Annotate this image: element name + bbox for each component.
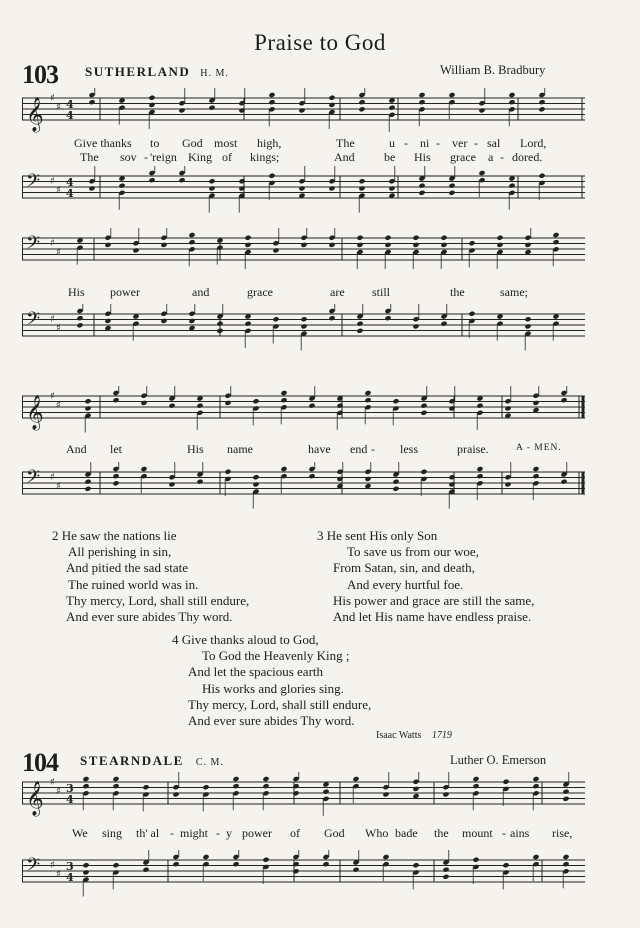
time-signature-icon xyxy=(66,98,74,122)
lyric-syllable: power xyxy=(242,826,272,840)
lyric-syllable: grace xyxy=(450,150,476,164)
lyric-line-2 xyxy=(22,150,587,166)
verse-line: The ruined world was in. xyxy=(68,576,199,592)
verse-line: 3 He sent His only Son xyxy=(317,528,438,543)
bass-staff-2 xyxy=(22,304,587,360)
lyric-syllable: His xyxy=(187,442,204,456)
lyric-syllable: - xyxy=(474,136,478,150)
time-signature-icon xyxy=(66,782,74,806)
sharp-icon xyxy=(50,93,61,113)
notes xyxy=(88,166,545,213)
bass-clef-icon: 𝄢 xyxy=(26,855,41,880)
bass-staff-3 xyxy=(22,462,587,518)
verse-4 xyxy=(172,632,371,729)
amen-label: A - MEN. xyxy=(516,443,562,453)
staff-lines xyxy=(22,860,585,882)
treble-clef-icon: 𝄞 xyxy=(26,395,44,430)
treble-staff-2 xyxy=(22,228,587,284)
lyric-syllable: same; xyxy=(500,285,528,299)
lyric-syllable: Who xyxy=(365,826,389,840)
notes xyxy=(82,850,569,897)
lyric-syllable: u xyxy=(389,136,395,150)
music-system-2 xyxy=(22,228,587,368)
sharp-icon xyxy=(50,391,61,411)
svg-text:♯: ♯ xyxy=(56,102,61,113)
lyric-syllable: grace xyxy=(247,285,273,299)
lyric-syllable: King xyxy=(188,150,212,164)
lyric-syllable: most xyxy=(214,136,238,150)
verse-line: His power and grace are still the same, xyxy=(333,592,535,608)
staff-lines xyxy=(22,472,585,494)
svg-text:3: 3 xyxy=(66,860,74,873)
lyric-syllable: The xyxy=(336,136,355,150)
treble-clef-icon: 𝄞 xyxy=(26,97,44,132)
svg-text:4: 4 xyxy=(66,871,74,884)
notes xyxy=(84,386,567,433)
lyric-syllable: high, xyxy=(257,136,282,150)
lyric-syllable: to xyxy=(150,136,160,150)
svg-text:♯: ♯ xyxy=(50,391,55,402)
author: Isaac Watts xyxy=(376,730,422,741)
svg-text:4: 4 xyxy=(66,98,74,111)
lyric-syllable: sing xyxy=(102,826,123,840)
lyric-syllable: His xyxy=(414,150,431,164)
year: 1719 xyxy=(431,730,452,741)
verse-3 xyxy=(317,528,534,625)
verse-line: And let the spacious earth xyxy=(188,664,324,680)
svg-text:♯: ♯ xyxy=(56,481,61,492)
lyric-syllable: - xyxy=(500,150,504,164)
svg-text:3: 3 xyxy=(66,782,74,795)
verse-line: Thy mercy, Lord, shall still endure, xyxy=(188,696,372,712)
lyric-syllable: Lord, xyxy=(520,136,547,150)
lyric-syllable: a xyxy=(488,150,494,164)
page-title: Praise to God xyxy=(254,30,386,55)
treble-staff-3 xyxy=(22,386,587,442)
lyric-syllable: God xyxy=(324,826,345,840)
staff-lines xyxy=(22,396,585,418)
svg-text:4: 4 xyxy=(66,176,74,189)
lyric-syllable: praise. xyxy=(457,442,489,456)
lyric-syllable: less xyxy=(400,442,418,456)
bass-staff-1 xyxy=(22,166,587,222)
tune-name-header xyxy=(85,64,229,80)
svg-text:4: 4 xyxy=(66,109,74,122)
svg-text:♯: ♯ xyxy=(56,185,61,196)
lyric-syllable: the xyxy=(450,285,465,299)
tune-name: STEARNDALE xyxy=(80,753,184,768)
lyric-syllable: sal xyxy=(487,136,501,150)
sharp-icon xyxy=(50,777,61,797)
lyric-syllable: We xyxy=(72,826,88,840)
tune-name: SUTHERLAND xyxy=(85,64,191,79)
lyric-syllable: of xyxy=(290,826,300,840)
verse-2 xyxy=(52,528,249,625)
lyric-syllable: power xyxy=(110,285,140,299)
lyric-syllable: bade xyxy=(395,826,418,840)
verse-line: To save us from our woe, xyxy=(347,544,479,560)
lyric-syllable: mount xyxy=(462,826,493,840)
svg-text:♯: ♯ xyxy=(50,860,55,871)
music-system-4 xyxy=(22,772,587,928)
lyric-syllable: ni xyxy=(420,136,430,150)
meter: H. M. xyxy=(200,68,229,79)
verse-line: And pitied the sad state xyxy=(66,560,189,576)
verse-line: His works and glories sing. xyxy=(202,680,344,696)
svg-text:♯: ♯ xyxy=(50,472,55,483)
treble-staff-4 xyxy=(22,772,587,828)
svg-text:♯: ♯ xyxy=(56,869,61,880)
lyric-syllable: His xyxy=(68,285,85,299)
lyric-syllable: of xyxy=(222,150,232,164)
svg-text:4: 4 xyxy=(66,187,74,200)
staff-lines xyxy=(22,238,585,260)
lyric-syllable: have xyxy=(308,442,331,456)
lyric-syllable: rise, xyxy=(552,826,573,840)
notes xyxy=(84,462,567,509)
lyric-line-5 xyxy=(22,826,587,842)
verse-line: 2 He saw the nations lie xyxy=(52,528,177,543)
lyric-syllable: and xyxy=(192,285,210,299)
lyric-line-3 xyxy=(22,285,587,301)
lyric-syllable: sov xyxy=(120,150,137,164)
verse-line: From Satan, sin, and death, xyxy=(333,560,475,576)
sharp-icon xyxy=(50,238,61,258)
svg-text:♯: ♯ xyxy=(56,247,61,258)
tune-name-header xyxy=(80,753,224,769)
lyric-syllable: - xyxy=(502,826,506,840)
svg-text:♯: ♯ xyxy=(50,93,55,104)
notes xyxy=(76,228,559,269)
meter: C. M. xyxy=(195,757,224,768)
svg-text:4: 4 xyxy=(66,793,74,806)
lyric-syllable: - xyxy=(436,136,440,150)
notes xyxy=(76,304,559,351)
lyric-syllable: Give thanks xyxy=(74,136,132,150)
lyric-syllable: ver xyxy=(452,136,468,150)
attribution xyxy=(376,730,452,741)
sharp-icon xyxy=(50,314,61,334)
bass-clef-icon: 𝄢 xyxy=(26,467,41,492)
lyric-syllable: And xyxy=(66,442,87,456)
svg-text:♯: ♯ xyxy=(50,314,55,325)
sharp-icon xyxy=(50,860,61,880)
sharp-icon xyxy=(50,472,61,492)
verse-line: And let His name have endless praise. xyxy=(333,609,532,625)
verse-line: All perishing in sin, xyxy=(68,544,172,560)
svg-text:♯: ♯ xyxy=(56,786,61,797)
svg-text:♯: ♯ xyxy=(50,238,55,249)
lyric-syllable: - xyxy=(144,150,148,164)
hymn-number: 103 xyxy=(22,60,58,89)
lyric-syllable: - xyxy=(404,136,408,150)
verse-line: And ever sure abides Thy word. xyxy=(66,609,233,625)
verse-line: And every hurtful foe. xyxy=(347,576,464,592)
svg-text:♯: ♯ xyxy=(50,777,55,788)
lyric-syllable: are xyxy=(330,285,345,299)
lyric-syllable: th' al xyxy=(136,826,160,840)
music-system-3 xyxy=(22,386,587,526)
time-signature-icon xyxy=(66,176,74,200)
bass-clef-icon: 𝄢 xyxy=(26,233,41,258)
lyric-syllable: - xyxy=(216,826,220,840)
lyric-syllable: y xyxy=(226,826,232,840)
bass-clef-icon: 𝄢 xyxy=(26,309,41,334)
lyric-syllable: - xyxy=(371,442,375,456)
lyric-syllable: dored. xyxy=(512,150,543,164)
lyric-syllable: still xyxy=(372,285,391,299)
lyric-syllable: name xyxy=(227,442,253,456)
composer: William B. Bradbury xyxy=(440,63,546,77)
bass-clef-icon: 𝄢 xyxy=(26,171,41,196)
lyric-syllable: end xyxy=(350,442,368,456)
svg-text:♯: ♯ xyxy=(56,323,61,334)
lyric-syllable: kings; xyxy=(250,150,280,164)
lyric-syllable: ains xyxy=(510,826,530,840)
lyric-syllable: God xyxy=(182,136,203,150)
bass-staff-4 xyxy=(22,850,587,910)
lyric-syllable: - xyxy=(170,826,174,840)
composer: Luther O. Emerson xyxy=(450,753,547,767)
notes xyxy=(82,772,569,816)
verse-line: Thy mercy, Lord, shall still endure, xyxy=(66,592,250,608)
sharp-icon xyxy=(50,176,61,196)
lyric-line-4 xyxy=(22,442,587,458)
lyric-syllable: the xyxy=(434,826,449,840)
verse-line: And ever sure abides Thy word. xyxy=(188,713,355,729)
notes xyxy=(88,88,545,132)
staff-lines xyxy=(22,782,585,804)
lyric-syllable: The xyxy=(80,150,99,164)
lyric-syllable: be xyxy=(384,150,396,164)
music-system-1 xyxy=(22,80,587,220)
svg-text:♯: ♯ xyxy=(56,400,61,411)
lyric-syllable: 'reign xyxy=(150,150,177,164)
hymn-number: 104 xyxy=(22,748,58,777)
treble-clef-icon: 𝄞 xyxy=(26,781,44,816)
svg-text:♯: ♯ xyxy=(50,176,55,187)
lyric-syllable: might xyxy=(180,826,209,840)
lyric-syllable: And xyxy=(334,150,355,164)
verse-line: 4 Give thanks aloud to God, xyxy=(172,632,319,647)
lyric-syllable: let xyxy=(110,442,122,456)
verse-line: To God the Heavenly King ; xyxy=(202,648,350,664)
time-signature-icon xyxy=(66,860,74,884)
